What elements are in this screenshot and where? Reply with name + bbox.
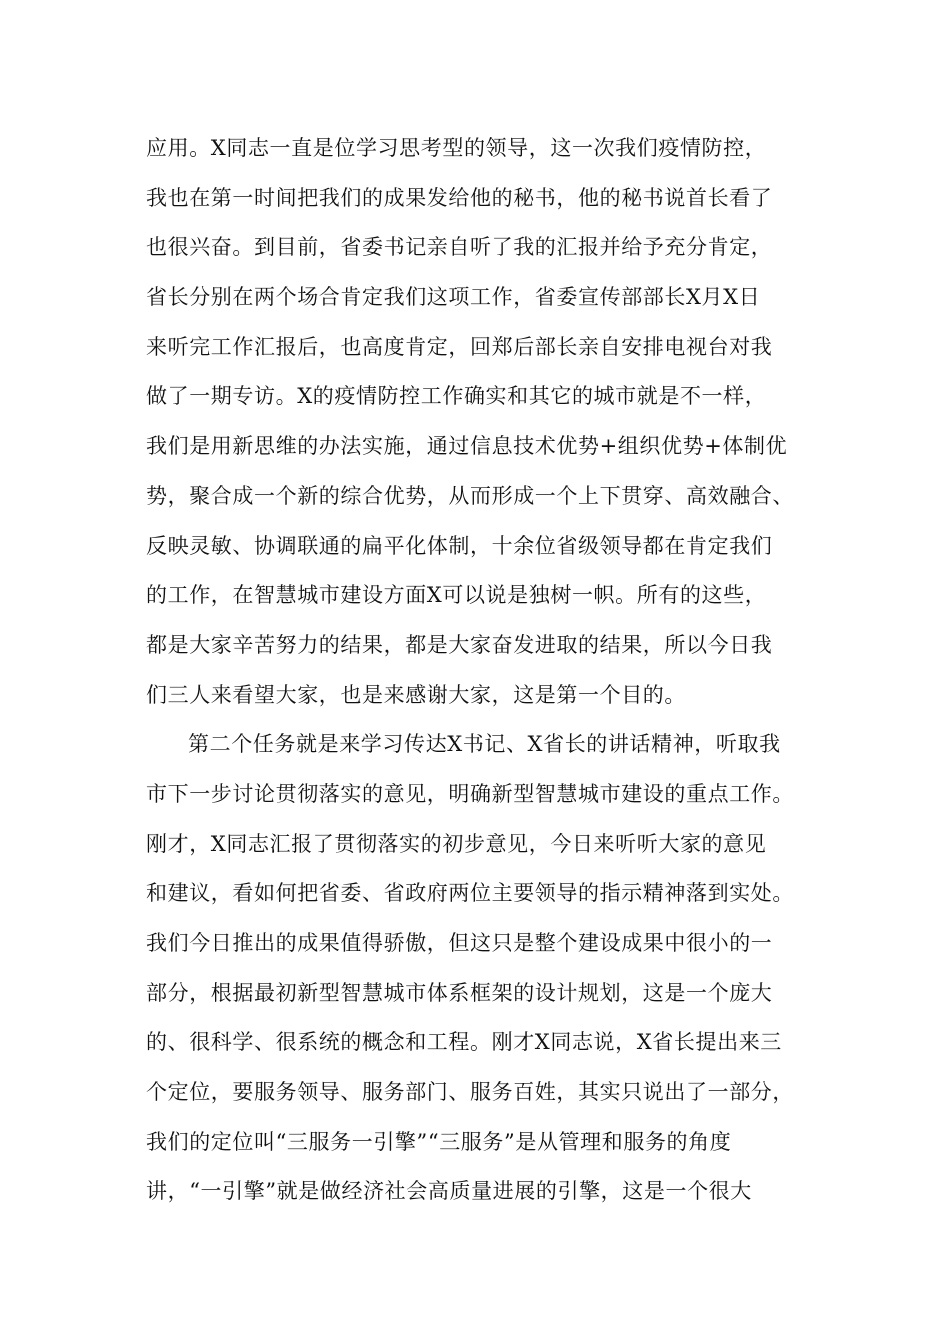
- text-line: 省长分别在两个场合肯定我们这项工作，省委宣传部部长X月X日: [146, 285, 761, 310]
- text-line: 我们的定位叫“三服务一引擎”“三服务”是从管理和服务的角度: [146, 1129, 732, 1154]
- text-line: 也很兴奋。到目前，省委书记亲自听了我的汇报并给予充分肯定，: [146, 235, 773, 260]
- text-line: 和建议，看如何把省委、省政府两位主要领导的指示精神落到实处。: [146, 881, 794, 906]
- text-line: 做了一期专访。X的疫情防控工作确实和其它的城市就是不一样，: [146, 384, 767, 409]
- text-line: 势，聚合成一个新的综合优势，从而形成一个上下贯穿、高效融合、: [146, 483, 794, 508]
- text-line: 讲，“一引擎”就是做经济社会高质量进展的引擎，这是一个很大: [146, 1179, 752, 1204]
- body-text: [146, 130, 826, 1223]
- text-line: 刚才，X同志汇报了贯彻落实的初步意见，今日来听听大家的意见: [146, 831, 767, 856]
- text-line: 我们今日推出的成果值得骄傲，但这只是整个建设成果中很小的一: [146, 931, 773, 955]
- text-line: 来听完工作汇报后，也高度肯定，回郑后部长亲自安排电视台对我: [146, 334, 773, 359]
- text-line: 我也在第一时间把我们的成果发给他的秘书，他的秘书说首长看了: [146, 185, 773, 210]
- text-line: 个定位，要服务领导、服务部门、服务百姓，其实只说出了一部分，: [146, 1080, 794, 1105]
- paragraph-start-line: 第二个任务就是来学习传达X书记、X省长的讲话精神，听取我: [188, 732, 781, 757]
- text-line: 们三人来看望大家，也是来感谢大家，这是第一个目的。: [146, 682, 686, 707]
- text-line: 我们是用新思维的办法实施，通过信息技术优势+组织优势+体制优: [146, 434, 788, 459]
- text-line: 部分，根据最初新型智慧城市体系框架的设计规划，这是一个庞大: [146, 980, 773, 1005]
- text-line: 市下一步讨论贯彻落实的意见，明确新型智慧城市建设的重点工作。: [146, 781, 794, 806]
- text-line: 应用。X同志一直是位学习思考型的领导，这一次我们疫情防控，: [146, 136, 767, 160]
- text-line: 的、很科学、很系统的概念和工程。刚才X同志说，X省长提出来三: [146, 1030, 782, 1055]
- text-line: 反映灵敏、协调联通的扁平化体制，十余位省级领导都在肯定我们: [146, 533, 773, 558]
- text-line: 都是大家辛苦努力的结果，都是大家奋发进取的结果，所以今日我: [146, 632, 773, 657]
- text-line: 的工作，在智慧城市建设方面X可以说是独树一帜。所有的这些，: [146, 583, 767, 608]
